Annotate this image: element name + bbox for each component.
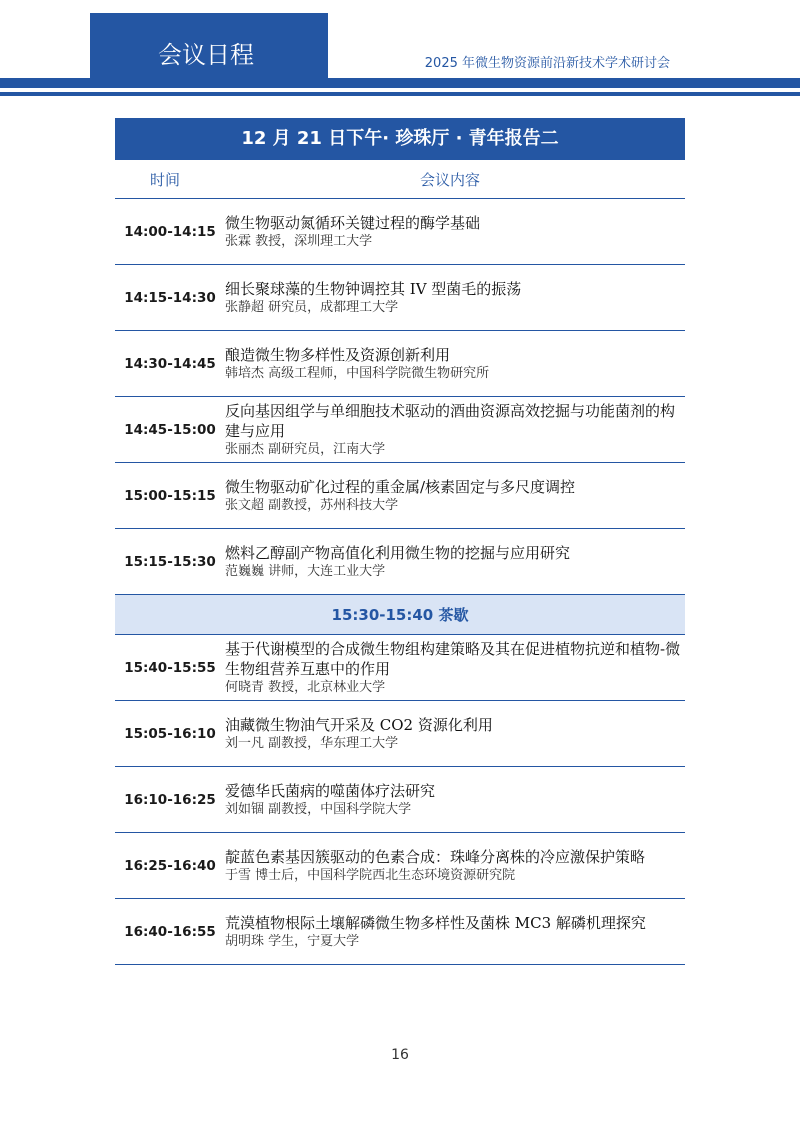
talk-title: 油藏微生物油气开采及 CO2 资源化利用 <box>225 715 493 734</box>
row-content <box>225 199 685 264</box>
table-row <box>115 529 685 595</box>
row-content <box>225 833 685 898</box>
column-header <box>115 160 685 199</box>
header-divider-thin <box>0 92 800 96</box>
speaker-info: 张静超 研究员，成都理工大学 <box>225 299 399 315</box>
row-content <box>225 265 685 330</box>
schedule-rows-after-break <box>115 635 685 965</box>
speaker-info: 范巍巍 讲师，大连工业大学 <box>225 563 386 579</box>
section-tab <box>90 13 328 79</box>
talk-title: 基于代谢模型的合成微生物组构建策略及其在促进植物抗逆和植物-微生物组营养互惠中的作用 <box>225 639 681 678</box>
talk-title: 酿造微生物多样性及资源创新利用 <box>225 345 451 364</box>
table-row <box>115 397 685 463</box>
table-row <box>115 331 685 397</box>
speaker-info: 韩培杰 高级工程师，中国科学院微生物研究所 <box>225 365 490 381</box>
row-content <box>225 397 685 462</box>
talk-title: 燃料乙醇副产物高值化利用微生物的挖掘与应用研究 <box>225 543 571 562</box>
schedule-rows-before-break <box>115 199 685 595</box>
speaker-info: 刘如锢 副教授，中国科学院大学 <box>225 801 412 817</box>
section-tab-label: 会议日程 <box>158 41 254 69</box>
table-row <box>115 833 685 899</box>
table-row <box>115 199 685 265</box>
talk-title: 微生物驱动矿化过程的重金属/核素固定与多尺度调控 <box>225 477 576 496</box>
row-content <box>225 701 685 766</box>
row-time: 15:05-16:10 <box>124 725 216 742</box>
row-time: 15:40-15:55 <box>124 659 216 676</box>
row-content <box>225 331 685 396</box>
row-time: 14:15-14:30 <box>124 289 216 306</box>
speaker-info: 于雪 博士后，中国科学院西北生态环境资源研究院 <box>225 867 516 883</box>
row-content <box>225 463 685 528</box>
session-title: 12 月 21 日下午· 珍珠厅 · 青年报告二 <box>115 118 685 160</box>
table-row <box>115 265 685 331</box>
row-content <box>225 529 685 594</box>
speaker-info: 张文超 副教授，苏州科技大学 <box>225 497 399 513</box>
row-time: 14:30-14:45 <box>124 355 216 372</box>
speaker-info: 何晓青 教授，北京林业大学 <box>225 679 386 695</box>
table-row <box>115 899 685 965</box>
row-time: 15:15-15:30 <box>124 553 216 570</box>
tea-break-row: 15:30-15:40 茶歇 <box>115 595 685 635</box>
row-content <box>225 635 685 700</box>
page-header <box>0 0 800 100</box>
page-number: 16 <box>391 1047 409 1063</box>
row-time: 16:40-16:55 <box>124 923 216 940</box>
row-content <box>225 899 685 964</box>
speaker-info: 胡明珠 学生，宁夏大学 <box>225 933 360 949</box>
row-time: 14:45-15:00 <box>124 421 216 438</box>
row-time: 14:00-14:15 <box>124 223 216 240</box>
speaker-info: 刘一凡 副教授，华东理工大学 <box>225 735 399 751</box>
table-row <box>115 463 685 529</box>
talk-title: 荒漠植物根际土壤解磷微生物多样性及菌株 MC3 解磷机理探究 <box>225 913 646 932</box>
talk-title: 微生物驱动氮循环关键过程的酶学基础 <box>225 213 481 232</box>
column-header-time: 时间 <box>149 170 180 189</box>
speaker-info: 张丽杰 副研究员，江南大学 <box>225 441 386 457</box>
row-time: 15:00-15:15 <box>124 487 216 504</box>
table-row <box>115 635 685 701</box>
conference-name: 2025 年微生物资源前沿新技术学术研讨会 <box>424 56 670 71</box>
table-row <box>115 767 685 833</box>
column-header-content: 会议内容 <box>419 170 480 189</box>
talk-title: 反向基因组学与单细胞技术驱动的酒曲资源高效挖掘与功能菌剂的构建与应用 <box>225 401 676 440</box>
talk-title: 细长聚球藻的生物钟调控其 IV 型菌毛的振荡 <box>225 279 522 298</box>
row-time: 16:25-16:40 <box>124 857 216 874</box>
talk-title: 靛蓝色素基因簇驱动的色素合成：珠峰分离株的冷应激保护策略 <box>225 847 646 866</box>
speaker-info: 张霖 教授，深圳理工大学 <box>225 233 373 249</box>
talk-title: 爱德华氏菌病的噬菌体疗法研究 <box>225 781 436 800</box>
row-content <box>225 767 685 832</box>
row-time: 16:10-16:25 <box>124 791 216 808</box>
schedule-table <box>115 118 685 965</box>
table-row <box>115 701 685 767</box>
header-divider-thick <box>0 78 800 88</box>
